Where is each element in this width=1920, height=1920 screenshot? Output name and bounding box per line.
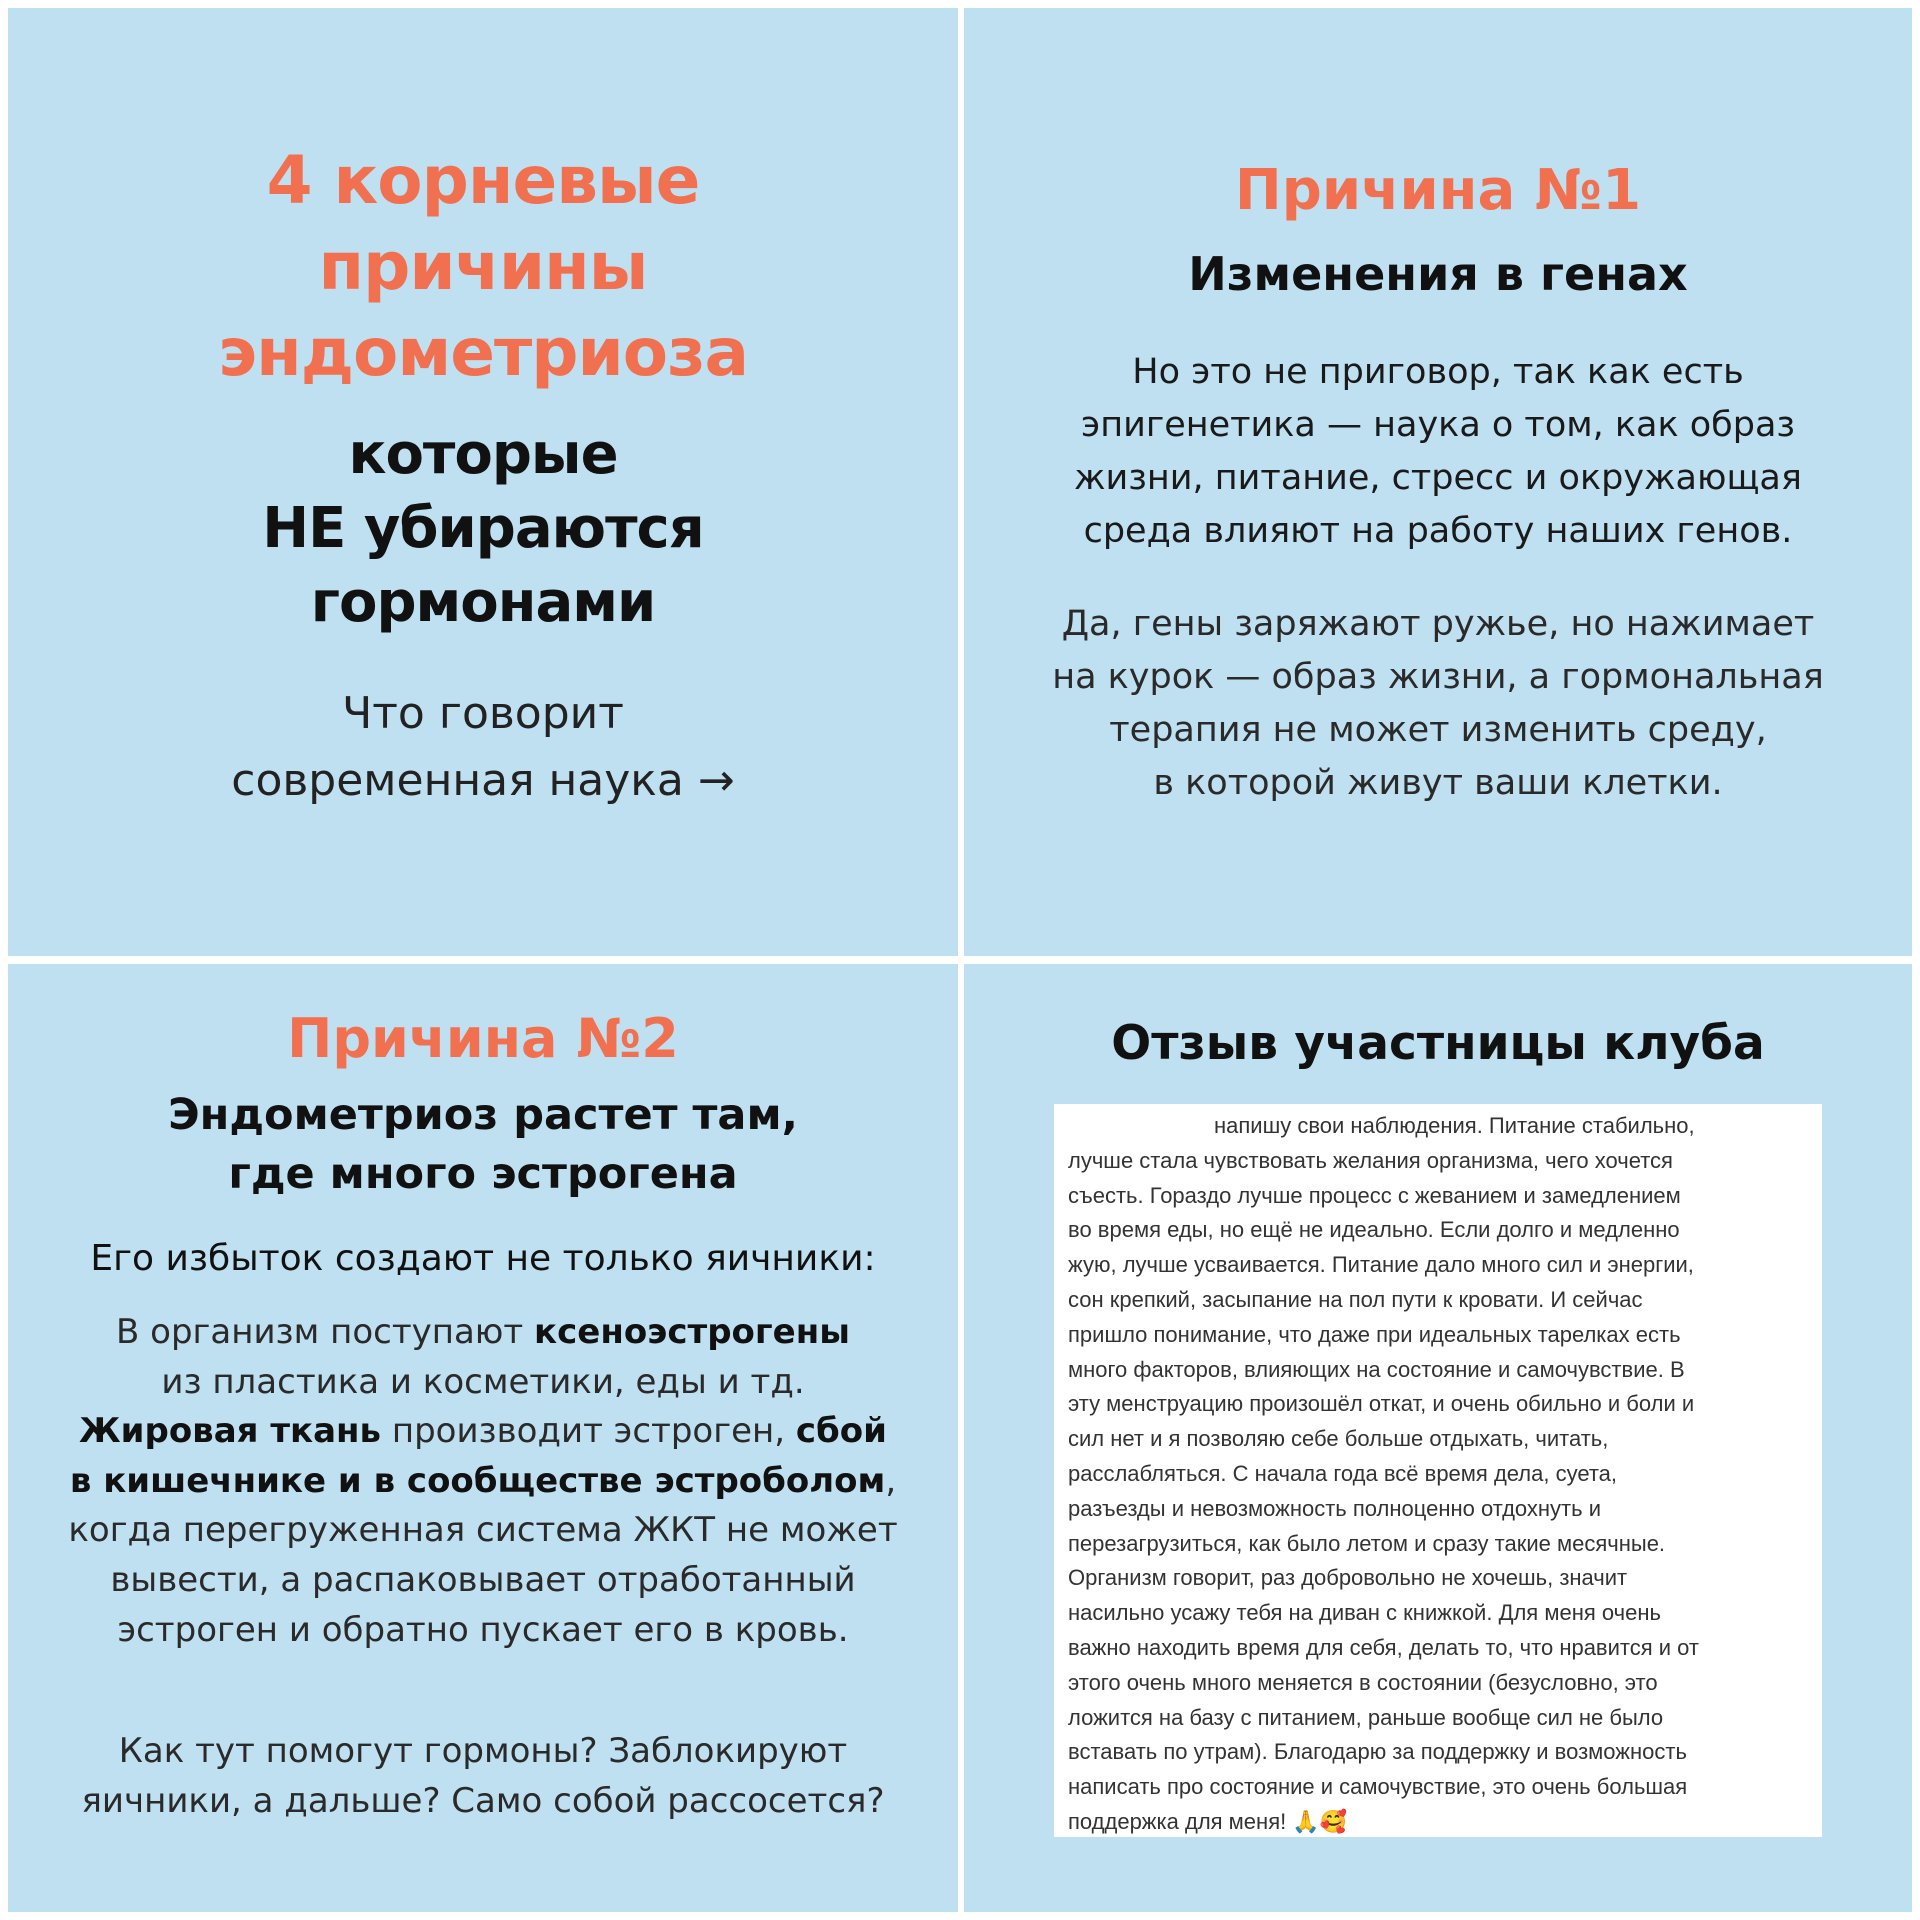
- intro-title-line: 4 корневые: [266, 142, 700, 219]
- review-line: перезагрузиться, как было летом и сразу такие месячные.: [1068, 1530, 1666, 1556]
- paragraph-line: эпигенетика — наука о том, как образ: [1080, 405, 1796, 445]
- paragraph-line: Да, гены заряжают ружье, но нажимает: [1061, 604, 1815, 644]
- review-line: жую, лучше усваивается. Питание дало много сил и энергии,: [1068, 1252, 1694, 1278]
- body-bold-text: сбой: [795, 1411, 887, 1452]
- question-line: яичники, а дальше? Само собой рассосется?: [81, 1781, 885, 1821]
- paragraph-line: терапия не может изменить среду,: [1109, 710, 1767, 750]
- body-bold-text: ксеноэстрогены: [534, 1312, 850, 1352]
- subtitle-line: Эндометриоз растет там,: [168, 1090, 798, 1140]
- review-card: [1054, 1104, 1822, 1837]
- body-line: [28, 1407, 938, 1457]
- review-line: Организм говорит, раз добровольно не хочешь, значит: [1068, 1565, 1628, 1591]
- cause-1-title: Причина №1: [1234, 158, 1642, 223]
- review-line: во время еды, но ещё не идеально. Если долго и медленно: [1068, 1217, 1680, 1243]
- review-line: важно находить время для себя, делать то, что нравится и от: [1068, 1634, 1699, 1660]
- review-line: лучше стала чувствовать желания организма, чего хочется: [1068, 1147, 1673, 1173]
- review-line: насильно усажу тебя на диван с книжкой. Для меня очень: [1068, 1600, 1661, 1626]
- question-line: Как тут помогут гормоны? Заблокируют: [118, 1731, 848, 1771]
- intro-subtitle-line: гормонами: [310, 570, 656, 635]
- cause-2-title: Причина №2: [287, 1007, 679, 1070]
- intro-panel: [8, 8, 958, 956]
- review-line: эту менструацию произошёл откат, и очень обильно и боли и: [1068, 1391, 1695, 1417]
- cause-1-panel: [964, 8, 1912, 956]
- review-line: разъезды и невозможность полноценно отдохнуть и: [1068, 1495, 1601, 1521]
- cause-2-panel: [8, 964, 958, 1912]
- review-line: много факторов, влияющих на состояние и самочувствие. В: [1068, 1356, 1685, 1382]
- body-bold-text: в кишечнике и в сообществе эстроболом: [69, 1460, 886, 1501]
- intro-title-line: причины: [318, 228, 648, 305]
- body-line: из пластика и косметики, еды и тд.: [161, 1361, 805, 1402]
- intro-title-line: эндометриоза: [217, 314, 749, 391]
- intro-lead: [8, 680, 958, 814]
- body-text: ,: [885, 1460, 897, 1501]
- intro-lead-text: современная наука: [231, 755, 684, 806]
- cause-2-lead: Его избыток создают не только яичники:: [90, 1238, 876, 1279]
- body-bold-text: Жировая ткань: [79, 1411, 382, 1452]
- subtitle-line: где много эстрогена: [228, 1149, 738, 1199]
- paragraph-line: среда влияют на работу наших генов.: [1083, 511, 1793, 551]
- intro-subtitle: [8, 418, 958, 640]
- review-line: сил нет и я позволяю себе больше отдыхать, читать,: [1068, 1426, 1609, 1452]
- cause-2-question: [28, 1726, 938, 1826]
- paragraph-line: Но это не приговор, так как есть: [1132, 352, 1744, 392]
- body-line: вывести, а распаковывает отработанный: [110, 1559, 856, 1600]
- review-title: Отзыв участницы клуба: [1111, 1016, 1765, 1071]
- review-line: сон крепкий, засыпание на пол пути к кровати. И сейчас: [1068, 1286, 1643, 1312]
- review-line: [1068, 1805, 1808, 1840]
- folded-hands-icon: 🙏: [1292, 1808, 1320, 1834]
- cause-2-body: [28, 1308, 938, 1655]
- review-line: этого очень много меняется в состоянии (безусловно, это: [1068, 1669, 1658, 1695]
- review-line: написать про состояние и самочувствие, это очень большая: [1068, 1774, 1688, 1800]
- body-text: В организм поступают: [116, 1312, 535, 1352]
- review-line: вставать по утрам). Благодарю за поддержку и возможность: [1068, 1739, 1687, 1765]
- intro-lead-line: Что говорит: [342, 688, 624, 739]
- review-line: расслабляться. С начала года всё время дела, суета,: [1068, 1460, 1618, 1486]
- paragraph-line: жизни, питание, стресс и окружающая: [1074, 458, 1802, 498]
- intro-title: [8, 138, 958, 396]
- review-panel: [964, 964, 1912, 1912]
- paragraph-line: в которой живут ваши клетки.: [1153, 763, 1723, 803]
- cause-1-subtitle: Изменения в генах: [1188, 247, 1688, 301]
- paragraph-line: на курок — образ жизни, а гормональная: [1052, 657, 1824, 697]
- review-line: напишу свои наблюдения. Питание стабильно,: [1214, 1113, 1695, 1138]
- cause-2-subtitle: [8, 1086, 958, 1204]
- body-line: когда перегруженная система ЖКТ не может: [68, 1510, 898, 1551]
- smiling-face-hearts-icon: 🥰: [1319, 1808, 1348, 1834]
- cause-1-paragraph-2: [994, 598, 1882, 810]
- review-line: пришло понимание, что даже при идеальных тарелках есть: [1068, 1321, 1681, 1347]
- intro-lead-line: [8, 747, 958, 814]
- arrow-right-icon: →: [697, 755, 735, 806]
- cause-1-paragraph-1: [1004, 346, 1872, 558]
- body-text: производит эстроген,: [381, 1411, 796, 1452]
- review-last-text: поддержка для меня!: [1068, 1808, 1287, 1834]
- intro-subtitle-line: НЕ убираются: [262, 496, 704, 561]
- review-line: ложится на базу с питанием, раньше вообще сил не было: [1068, 1704, 1664, 1730]
- intro-subtitle-line: которые: [348, 422, 618, 487]
- body-line: [28, 1308, 938, 1358]
- review-line: съесть. Гораздо лучше процесс с жеванием и замедлением: [1068, 1182, 1681, 1208]
- body-line: [28, 1457, 938, 1507]
- body-line: эстроген и обратно пускает его в кровь.: [117, 1609, 849, 1650]
